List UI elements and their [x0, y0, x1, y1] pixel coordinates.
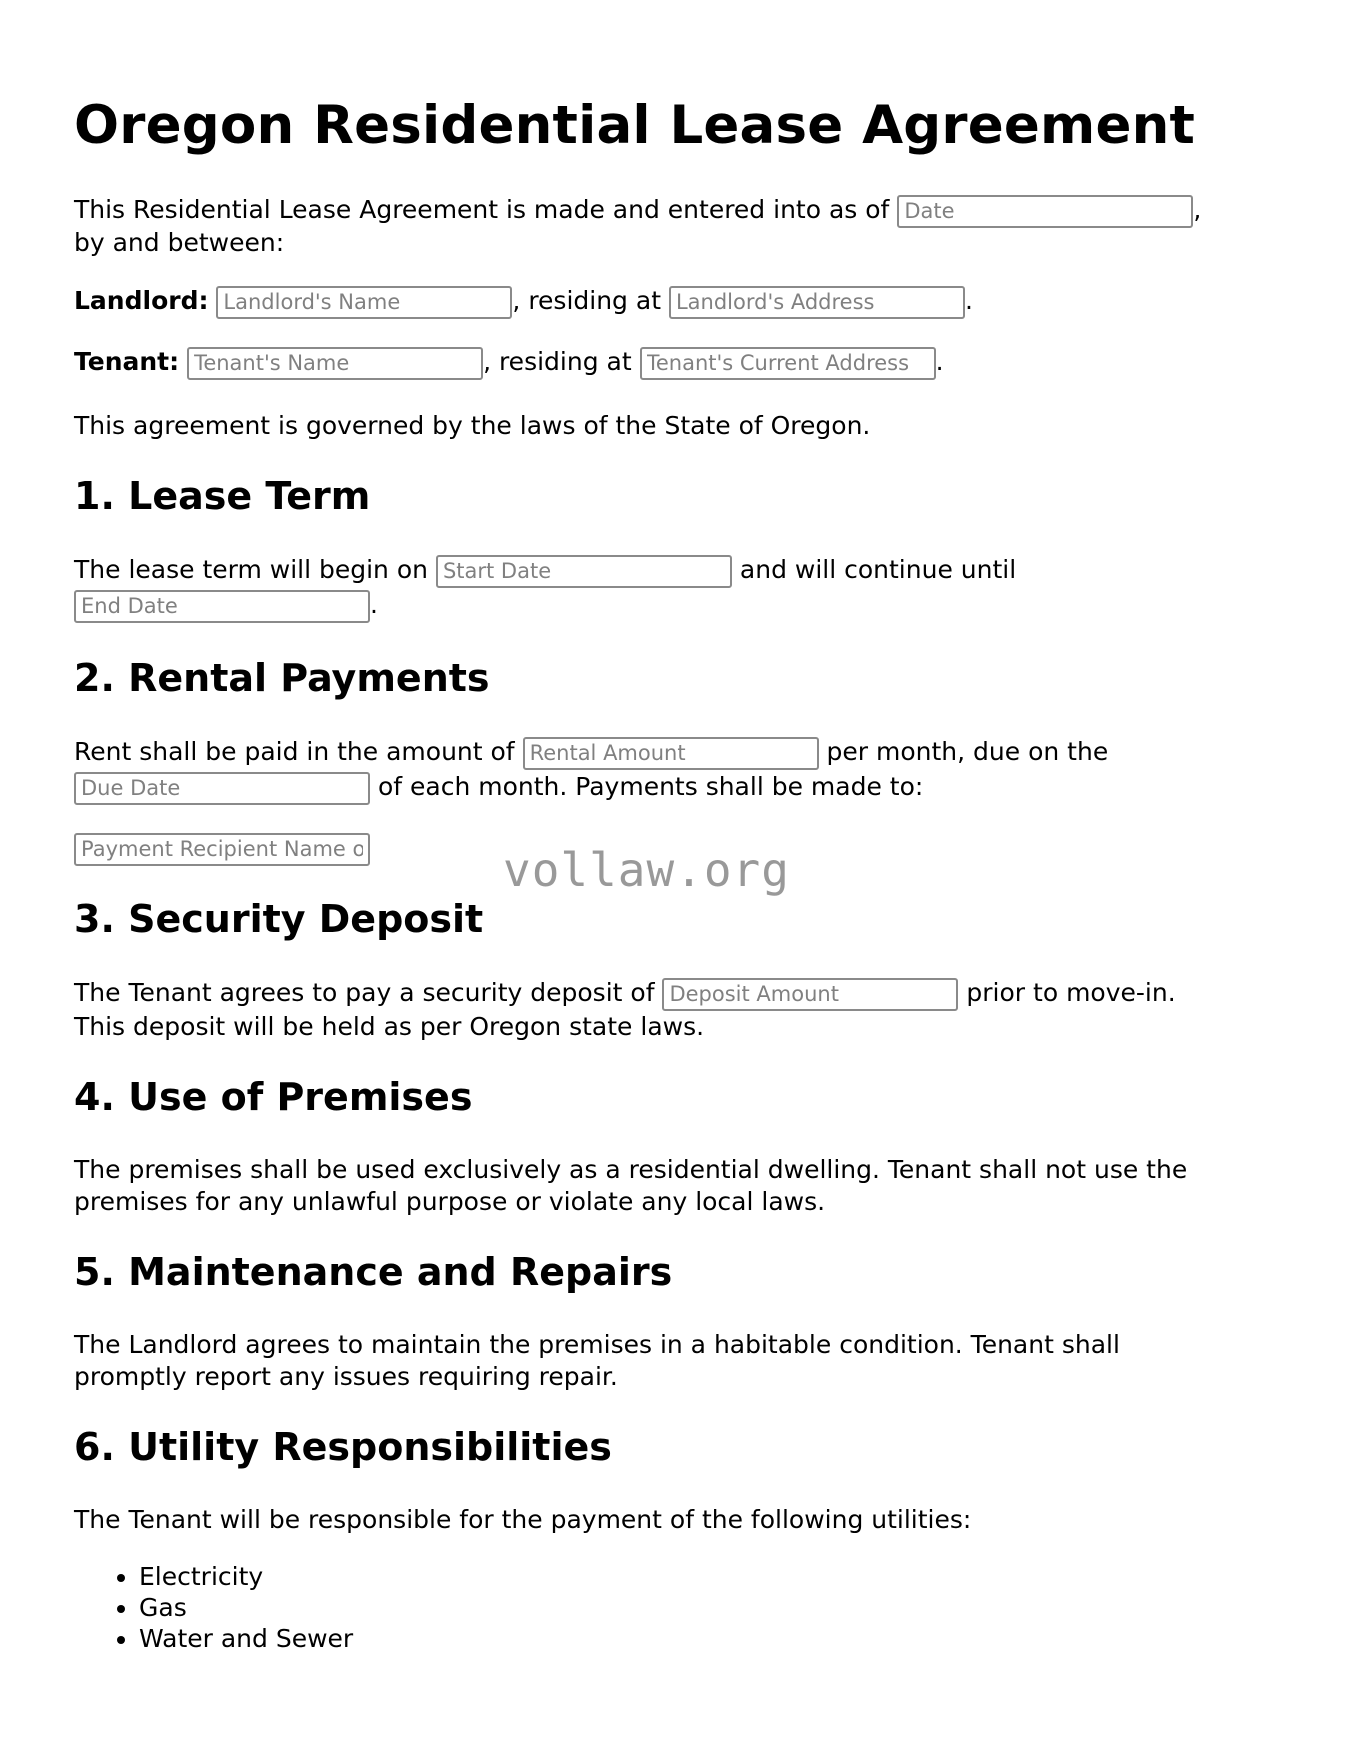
agreement-date-input[interactable]	[897, 195, 1193, 228]
rental-line1	[74, 735, 1108, 770]
utilities-text: The Tenant will be responsible for the payment of the following utilities:	[74, 1505, 972, 1534]
list-item: • Gas	[139, 1592, 353, 1623]
rental-text-middle: per month, due on the	[826, 737, 1109, 766]
landlord-label: Landlord:	[74, 286, 209, 315]
section-heading-lease-term: 1. Lease Term	[74, 474, 371, 518]
landlord-residing-text: , residing at	[512, 286, 661, 315]
tenant-residing-text: , residing at	[483, 347, 632, 376]
governing-law-text: This agreement is governed by the laws of the State of Oregon.	[74, 411, 871, 440]
deposit-text-middle: prior to move-in.	[966, 978, 1176, 1007]
lease-term-period: .	[370, 590, 378, 619]
tenant-period: .	[935, 347, 944, 376]
landlord-line	[74, 284, 973, 319]
lease-term-text: The lease term will begin on	[74, 555, 428, 584]
rental-amount-input[interactable]	[523, 737, 819, 770]
deposit-text: The Tenant agrees to pay a security deposit of	[74, 978, 655, 1007]
payment-recipient-input[interactable]	[74, 833, 370, 866]
tenant-line	[74, 345, 944, 380]
section-heading-utilities: 6. Utility Responsibilities	[74, 1425, 612, 1469]
rental-text: Rent shall be paid in the amount of	[74, 737, 515, 766]
landlord-period: .	[964, 286, 973, 315]
lease-term-line1	[74, 553, 1016, 588]
tenant-name-input[interactable]	[187, 347, 483, 380]
rental-line3	[74, 831, 370, 866]
tenant-address-input[interactable]	[640, 347, 936, 380]
use-line2: premises for any unlawful purpose or violate any local laws.	[74, 1187, 826, 1216]
maintenance-line2: promptly report any issues requiring repair.	[74, 1362, 618, 1391]
deposit-amount-input[interactable]	[662, 978, 958, 1011]
due-date-input[interactable]	[74, 772, 370, 805]
end-date-input[interactable]	[74, 590, 370, 623]
lease-term-text-middle: and will continue until	[739, 555, 1017, 584]
deposit-line1	[74, 976, 1176, 1011]
start-date-input[interactable]	[436, 555, 732, 588]
section-heading-security-deposit: 3. Security Deposit	[74, 897, 484, 941]
utilities-list	[74, 1561, 353, 1654]
section-heading-rental-payments: 2. Rental Payments	[74, 656, 490, 700]
rental-line2	[74, 770, 923, 805]
rental-text-after: of each month. Payments shall be made to:	[377, 772, 924, 801]
landlord-name-input[interactable]	[216, 286, 512, 319]
landlord-address-input[interactable]	[669, 286, 965, 319]
intro-paragraph	[74, 193, 1201, 228]
lease-term-line2	[74, 588, 378, 623]
deposit-line2: This deposit will be held as per Oregon state laws.	[74, 1012, 705, 1041]
intro-comma: ,	[1193, 195, 1202, 224]
list-item: • Electricity	[139, 1561, 353, 1592]
tenant-label: Tenant:	[74, 347, 180, 376]
section-heading-use-of-premises: 4. Use of Premises	[74, 1075, 473, 1119]
intro-text: This Residential Lease Agreement is made and entered into as of	[74, 195, 890, 224]
use-line1: The premises shall be used exclusively as a residential dwelling. Tenant shall not use the	[74, 1155, 1188, 1184]
maintenance-line1: The Landlord agrees to maintain the premises in a habitable condition. Tenant shall	[74, 1330, 1120, 1359]
section-heading-maintenance: 5. Maintenance and Repairs	[74, 1250, 673, 1294]
document-title: Oregon Residential Lease Agreement	[74, 95, 1196, 156]
intro-paragraph-cont: by and between:	[74, 228, 285, 257]
list-item: • Water and Sewer	[139, 1623, 353, 1654]
watermark: vollaw.org	[503, 843, 790, 897]
